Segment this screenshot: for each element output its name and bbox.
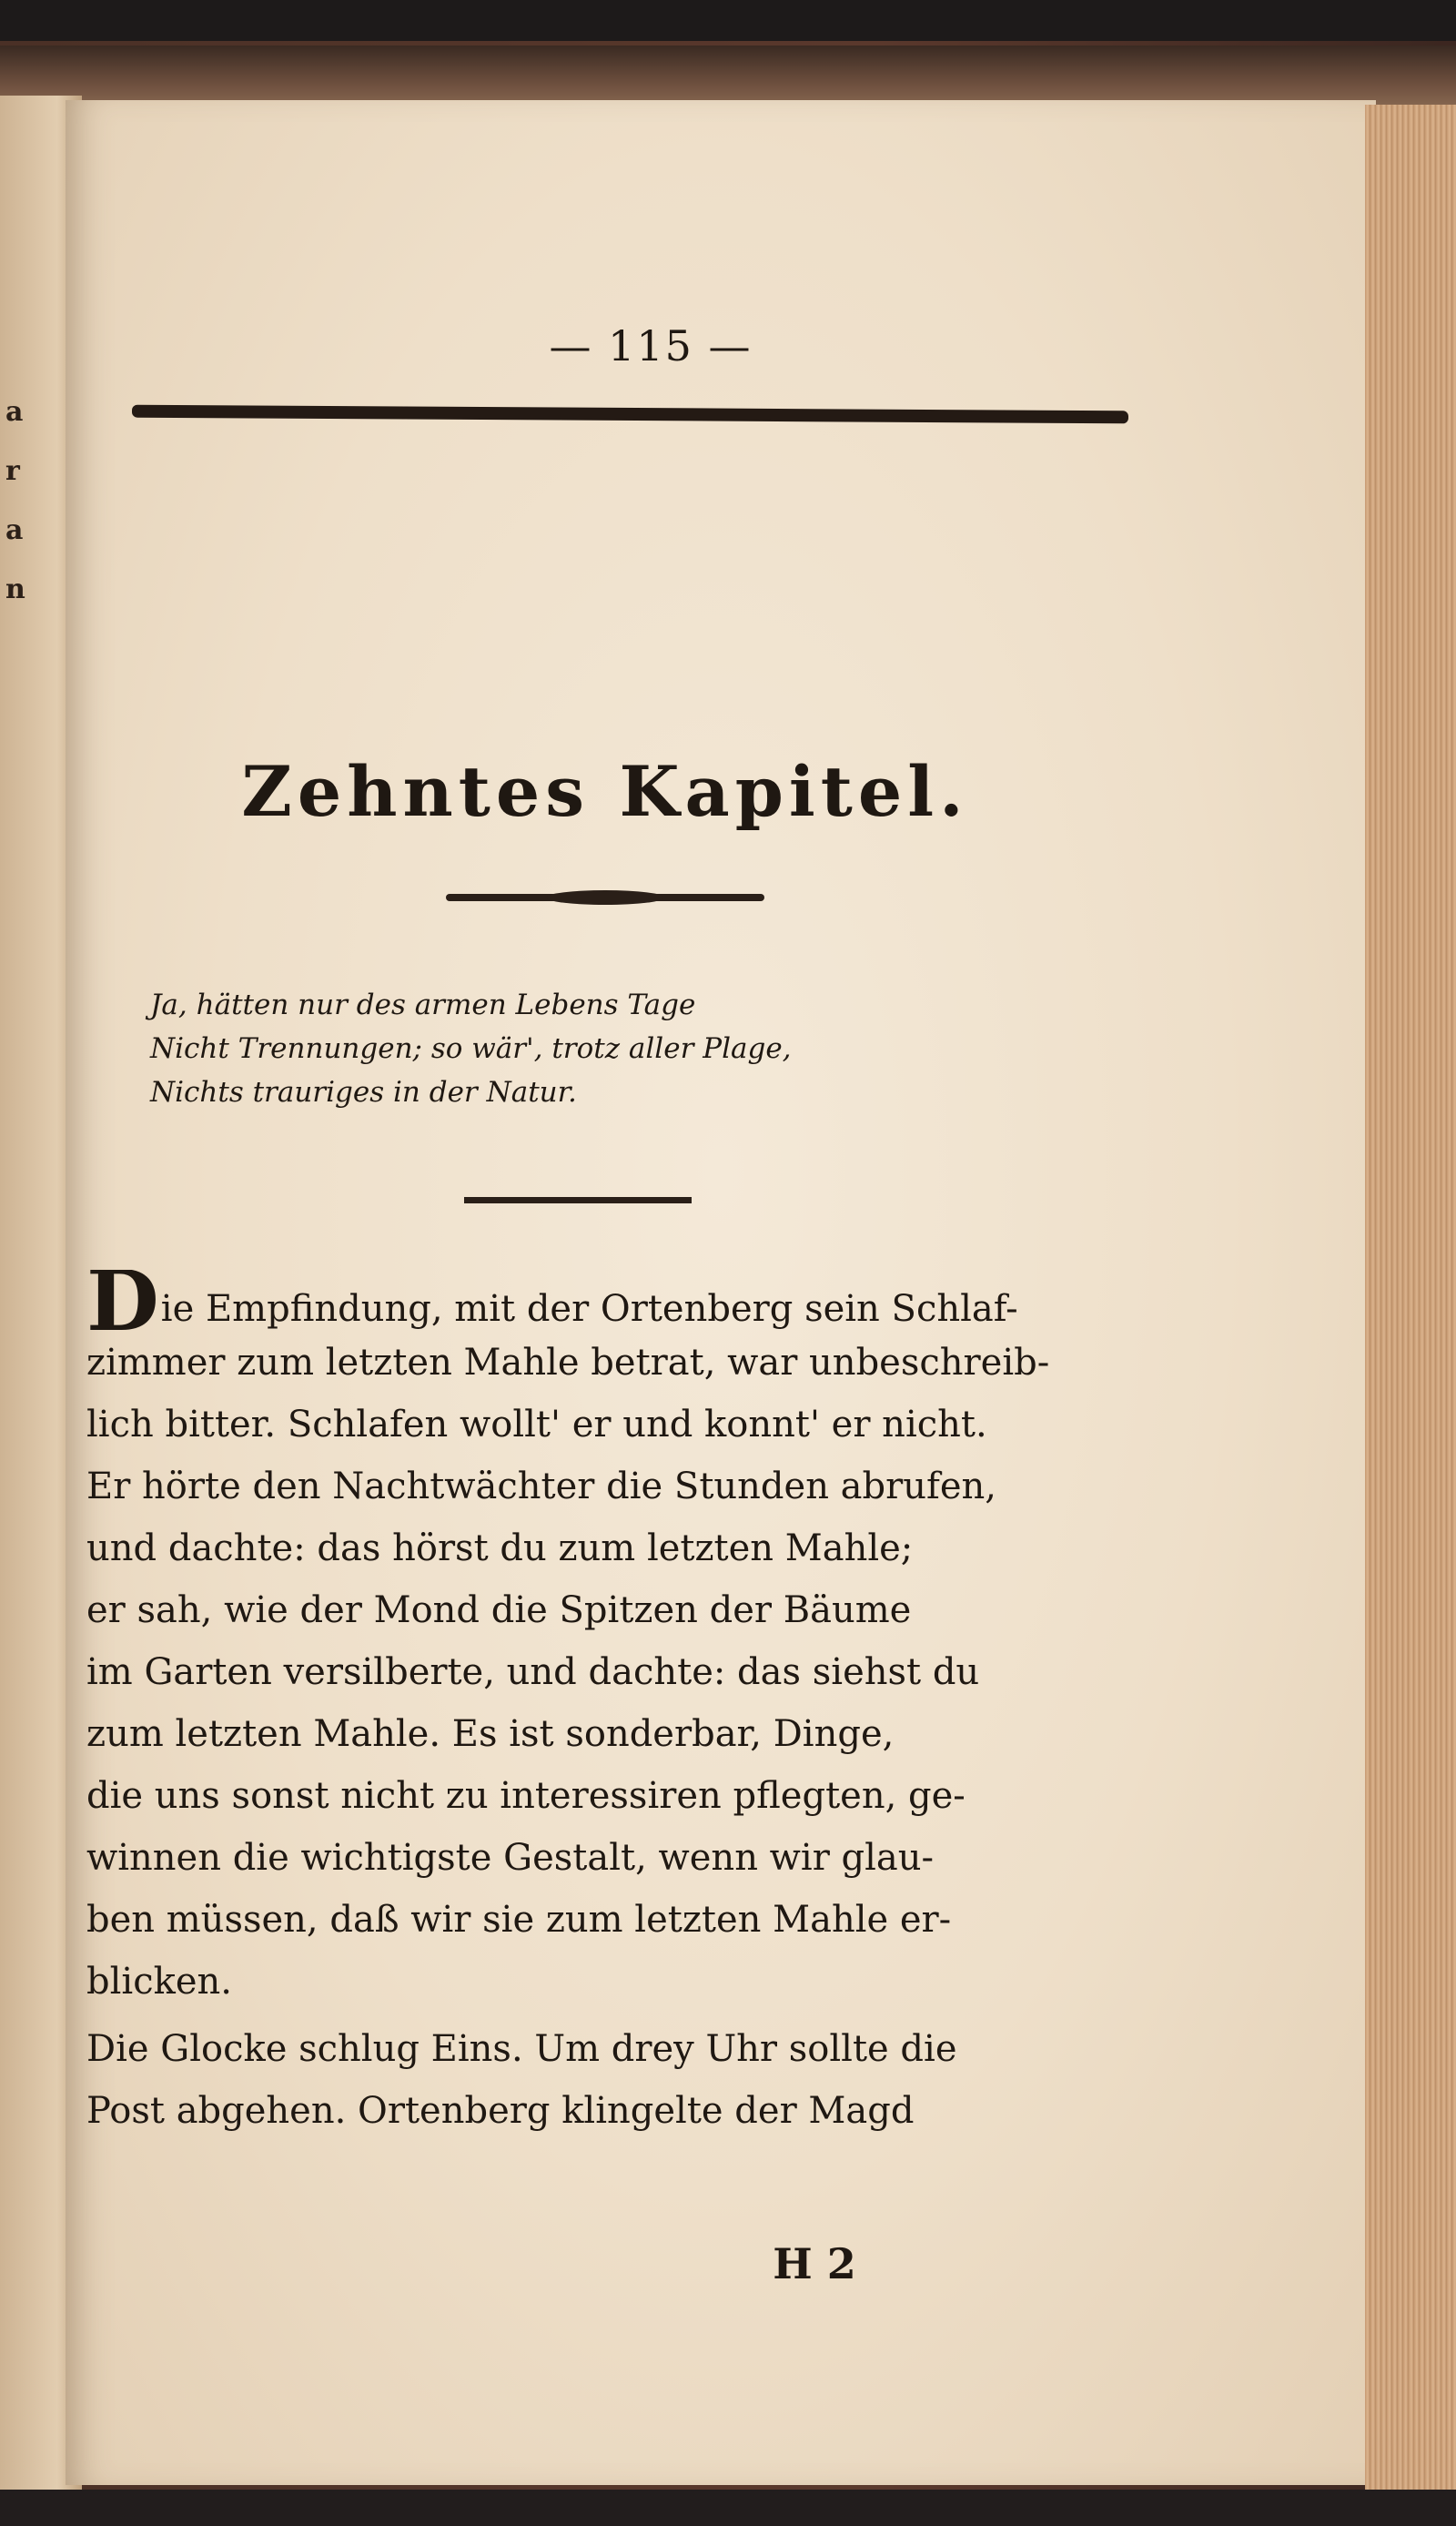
background-band [0,2490,1456,2526]
motto-line: Nichts trauriges in der Natur. [150,1076,577,1109]
body-line: er sah, wie der Mond die Spitzen der Bäume [86,1589,912,1631]
section-divider [464,1197,692,1203]
body-line: Er hörte den Nachtwächter die Stunden abrufen, [86,1466,996,1507]
chapter-title: Zehntes Kapitel. [241,751,969,832]
motto-line: Ja, hätten nur des armen Lebens Tage [150,989,696,1021]
motto [150,983,896,1114]
body-line: Die Glocke schlug Eins. Um drey Uhr sollte die [86,2028,957,2070]
body-line-text: ie Empfindung, mit der Ortenberg sein Schlaf- [160,1288,1018,1330]
body-line: zimmer zum letzten Mahle betrat, war unbeschreib- [86,1342,1050,1384]
page-number: — 115 — [549,321,753,370]
page-fore-edge [1365,105,1456,2490]
body-line: winnen die wichtigste Gestalt, wenn wir glau- [86,1837,935,1879]
body-line: die uns sonst nicht zu interessiren pflegten, ge- [86,1775,966,1817]
signature-mark: H 2 [773,2239,856,2288]
motto-line: Nicht Trennungen; so wär', trotz aller Plage, [150,1032,792,1065]
prev-page-letter: n [5,573,25,605]
prev-page-letter: a [5,514,24,546]
body-line: ben müssen, daß wir sie zum letzten Mahle er- [86,1899,952,1941]
body-line [86,1270,1106,1332]
prev-page-letter: r [5,455,20,487]
drop-cap: D [86,1270,159,1332]
body-line: blicken. [86,1961,232,2003]
body-line: lich bitter. Schlafen wollt' er und konnt' er nicht. [86,1404,987,1446]
body-text [86,1270,1106,2142]
ornament-divider [446,894,764,901]
prev-page-letter: a [5,396,24,428]
body-line: im Garten versilberte, und dachte: das siehst du [86,1651,980,1693]
body-line: zum letzten Mahle. Es ist sonderbar, Dinge, [86,1713,895,1755]
body-line: und dachte: das hörst du zum letzten Mahle; [86,1527,914,1569]
body-line: Post abgehen. Ortenberg klingelte der Magd [86,2090,915,2132]
